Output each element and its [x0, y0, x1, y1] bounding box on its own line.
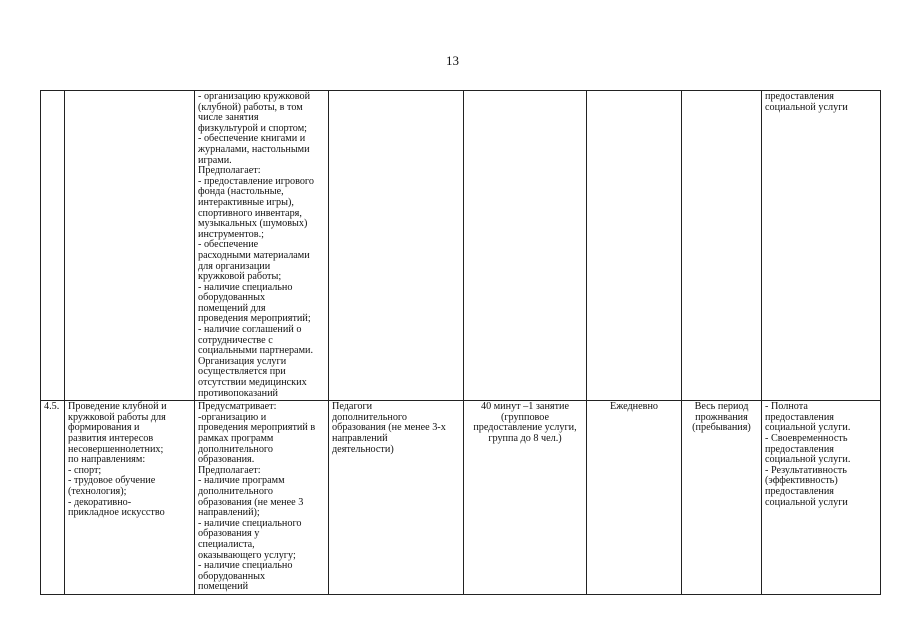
cell-staff — [329, 91, 464, 401]
table-row-continued — [41, 91, 881, 401]
cell-indicators: предоставления социальной услуги — [762, 91, 881, 401]
cell-service-name: Проведение клубной и кружковой работы для формирования и развития интересов несовершеннолетних; по направлениям: - спорт; - трудовое обучение (технология); - декоративно- прикладное искусство — [65, 401, 195, 595]
cell-volume — [464, 91, 587, 401]
cell-number — [41, 91, 65, 401]
cell-service-content: - организацию кружковой (клубной) работы, в том числе занятия физкультурой и спортом; - обеспечение книгами и журналами, настольными играми. Предполагает: - предоставление игрового фонда (настольные, интерактивные игры), спортивного инвентаря, музыкальных (шумовых) инструментов.; - обеспечение расходными материалами для организации кружковой работы; - наличие специально оборудованных помещений для проведения мероприятий; - наличие соглашений о сотрудничестве с социальными партнерами. Организация услуги осуществляется при отсутствии медицинских противопоказаний — [195, 91, 329, 401]
cell-frequency — [587, 91, 682, 401]
cell-indicators: - Полнота предоставления социальной услуги. - Своевременность предоставления социальной услуги. - Результативность (эффективность) предоставления социальной услуги — [762, 401, 881, 595]
cell-staff: Педагоги дополнительного образования (не менее 3-х направлений деятельности) — [329, 401, 464, 595]
cell-service-name — [65, 91, 195, 401]
cell-frequency: Ежедневно — [587, 401, 682, 595]
cell-term: Весь период прожнвания (пребывания) — [682, 401, 762, 595]
cell-volume: 40 минут –1 занятие (групповое предоставление услуги, группа до 8 чел.) — [464, 401, 587, 595]
table-row-4-5 — [41, 401, 881, 595]
page-number: 13 — [446, 53, 459, 68]
cell-number: 4.5. — [41, 401, 65, 595]
services-table — [40, 90, 881, 595]
cell-term — [682, 91, 762, 401]
cell-service-content: Предусматривает: -организацию и проведения мероприятий в рамках программ дополнительного образования. Предполагает: - наличие программ дополнительного образования (не менее 3 направлений); - наличие специального образования у специалиста, оказывающего услугу; - наличие специально оборудованных помещений — [195, 401, 329, 595]
